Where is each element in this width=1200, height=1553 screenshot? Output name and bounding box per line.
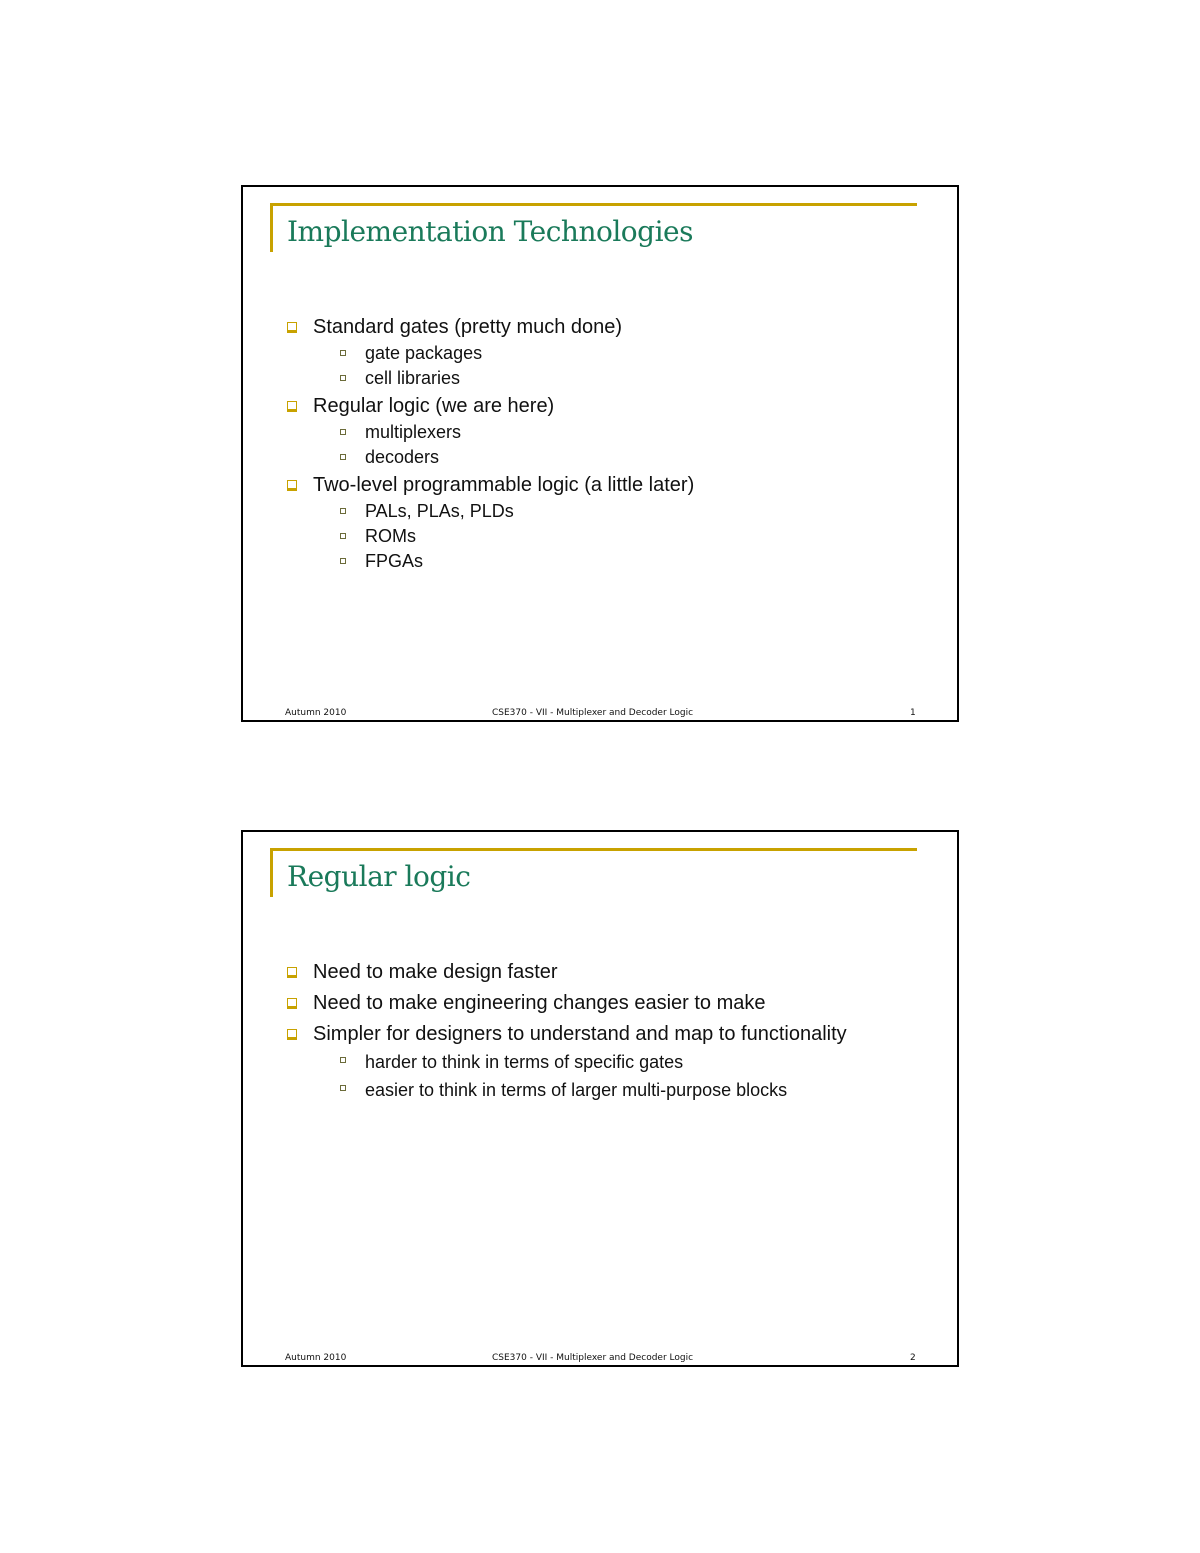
bullet-list xyxy=(287,315,937,577)
square-bullet-icon xyxy=(287,1029,297,1040)
slide-2 xyxy=(241,830,959,1367)
bullet-item xyxy=(287,473,937,574)
sub-bullet-text: cell libraries xyxy=(365,368,461,388)
footer-page-number: 2 xyxy=(910,1353,916,1363)
footer-date: Autumn 2010 xyxy=(285,708,347,718)
bullet-item xyxy=(287,960,937,984)
bullet-list xyxy=(287,960,937,1107)
title-accent-bar xyxy=(270,848,917,851)
sub-bullet-item xyxy=(339,420,937,445)
bullet-item xyxy=(287,991,937,1015)
sub-bullet-item xyxy=(339,499,937,524)
square-bullet-icon xyxy=(287,322,297,333)
bullet-text: Need to make engineering changes easier to make xyxy=(313,992,766,1014)
small-square-bullet-icon xyxy=(340,375,346,381)
sub-bullet-text: decoders xyxy=(365,447,440,467)
small-square-bullet-icon xyxy=(340,508,346,514)
footer-course: CSE370 - VII - Multiplexer and Decoder Logic xyxy=(492,1353,694,1363)
sub-bullet-item xyxy=(339,341,937,366)
sub-bullet-list xyxy=(313,1048,937,1104)
sub-bullet-list xyxy=(313,499,937,574)
square-bullet-icon xyxy=(287,998,297,1009)
small-square-bullet-icon xyxy=(340,558,346,564)
bullet-text: Two-level programmable logic (a little later) xyxy=(313,474,695,496)
sub-bullet-list xyxy=(313,341,937,391)
slide-title: Regular logic xyxy=(287,860,471,893)
bullet-text: Standard gates (pretty much done) xyxy=(313,316,623,338)
footer-course: CSE370 - VII - Multiplexer and Decoder Logic xyxy=(492,708,694,718)
small-square-bullet-icon xyxy=(340,1085,346,1091)
sub-bullet-item xyxy=(339,1076,937,1104)
sub-bullet-text: multiplexers xyxy=(365,422,462,442)
bullet-item xyxy=(287,394,937,470)
title-accent-bar-left xyxy=(270,203,273,252)
sub-bullet-list xyxy=(313,420,937,470)
sub-bullet-item xyxy=(339,524,937,549)
square-bullet-icon xyxy=(287,401,297,412)
bullet-item xyxy=(287,1022,937,1104)
sub-bullet-item xyxy=(339,1048,937,1076)
title-accent-bar xyxy=(270,203,917,206)
bullet-text: Simpler for designers to understand and map to functionality xyxy=(313,1023,847,1045)
sub-bullet-item xyxy=(339,366,937,391)
small-square-bullet-icon xyxy=(340,1057,346,1063)
footer-page-number: 1 xyxy=(910,708,916,718)
bullet-text: Regular logic (we are here) xyxy=(313,395,555,417)
sub-bullet-text: easier to think in terms of larger multi-purpose blocks xyxy=(365,1080,788,1100)
bullet-item xyxy=(287,315,937,391)
square-bullet-icon xyxy=(287,967,297,978)
sub-bullet-text: ROMs xyxy=(365,526,416,546)
small-square-bullet-icon xyxy=(340,454,346,460)
slide-1 xyxy=(241,185,959,722)
slide-title: Implementation Technologies xyxy=(287,215,693,248)
sub-bullet-item xyxy=(339,445,937,470)
sub-bullet-text: FPGAs xyxy=(365,551,424,571)
sub-bullet-item xyxy=(339,549,937,574)
footer-date: Autumn 2010 xyxy=(285,1353,347,1363)
small-square-bullet-icon xyxy=(340,429,346,435)
small-square-bullet-icon xyxy=(340,533,346,539)
square-bullet-icon xyxy=(287,480,297,491)
sub-bullet-text: PALs, PLAs, PLDs xyxy=(365,501,514,521)
small-square-bullet-icon xyxy=(340,350,346,356)
sub-bullet-text: gate packages xyxy=(365,343,483,363)
sub-bullet-text: harder to think in terms of specific gates xyxy=(365,1052,684,1072)
bullet-text: Need to make design faster xyxy=(313,961,558,983)
title-accent-bar-left xyxy=(270,848,273,897)
